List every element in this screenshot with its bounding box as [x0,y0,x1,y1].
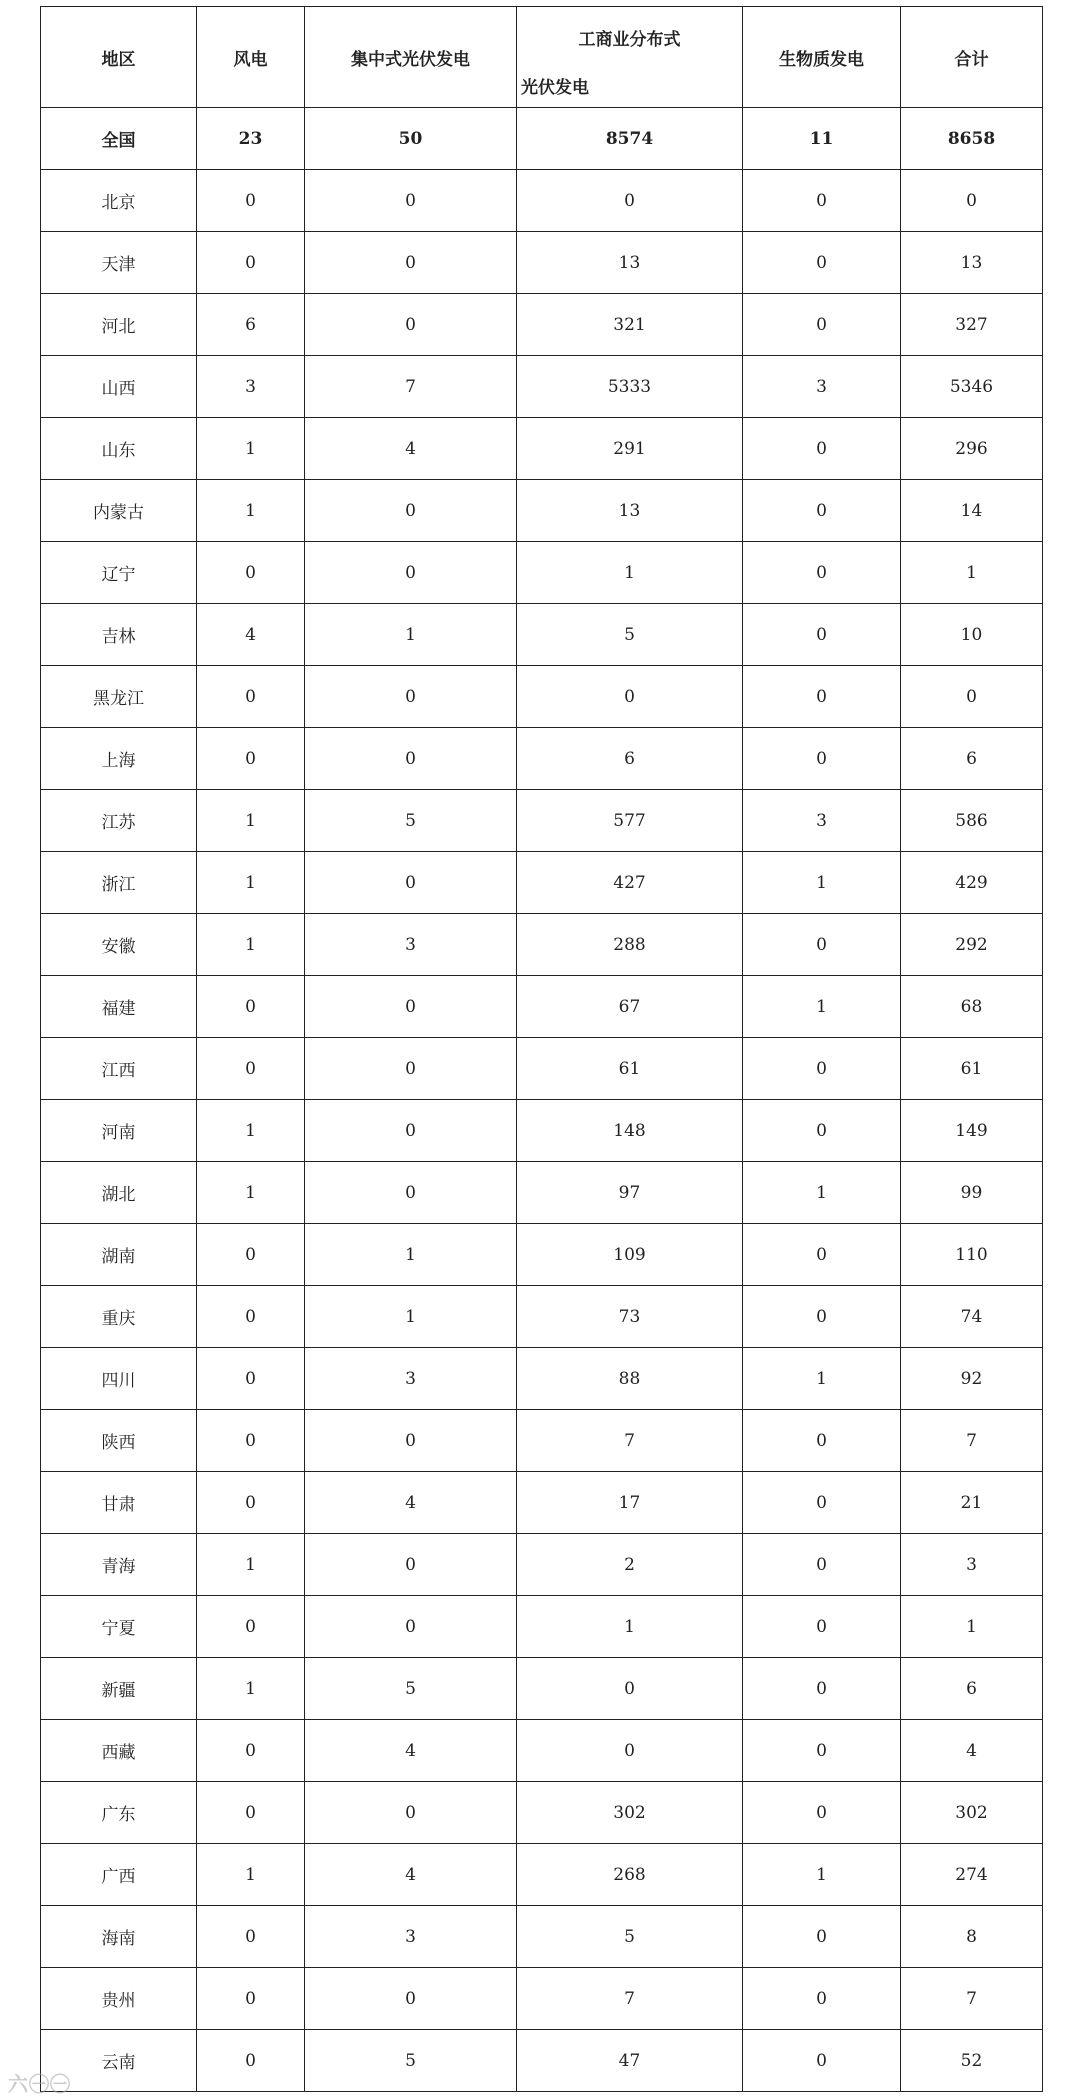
cell-dist-pv: 427 [517,852,743,914]
cell-dist-pv: 73 [517,1286,743,1348]
cell-total: 4 [901,1720,1043,1782]
cell-dist-pv: 291 [517,418,743,480]
cell-wind: 1 [197,418,305,480]
table-row-national [41,108,1043,170]
cell-wind: 1 [197,480,305,542]
cell-biomass: 11 [743,108,901,170]
cell-biomass: 0 [743,666,901,728]
cell-biomass: 0 [743,170,901,232]
table-row [41,480,1043,542]
table-row [41,2030,1043,2092]
cell-wind: 0 [197,1286,305,1348]
table-body [41,108,1043,2092]
table-row [41,1286,1043,1348]
cell-biomass: 0 [743,1782,901,1844]
table-row [41,852,1043,914]
cell-central-pv: 3 [305,914,517,976]
cell-total: 74 [901,1286,1043,1348]
cell-wind: 1 [197,790,305,852]
table-row [41,542,1043,604]
cell-region: 四川 [41,1348,197,1410]
cell-total: 3 [901,1534,1043,1596]
cell-total: 68 [901,976,1043,1038]
cell-wind: 1 [197,852,305,914]
cell-region: 江西 [41,1038,197,1100]
cell-wind: 1 [197,1658,305,1720]
cell-wind: 0 [197,1348,305,1410]
cell-total: 0 [901,170,1043,232]
cell-dist-pv: 577 [517,790,743,852]
table-row [41,1596,1043,1658]
cell-wind: 3 [197,356,305,418]
cell-central-pv: 0 [305,1162,517,1224]
cell-central-pv: 0 [305,666,517,728]
cell-biomass: 0 [743,1286,901,1348]
cell-wind: 0 [197,170,305,232]
cell-central-pv: 1 [305,604,517,666]
cell-region: 湖南 [41,1224,197,1286]
cell-wind: 0 [197,1410,305,1472]
cell-wind: 4 [197,604,305,666]
table-row [41,232,1043,294]
cell-wind: 0 [197,232,305,294]
cell-region: 陕西 [41,1410,197,1472]
table-row [41,1844,1043,1906]
cell-region: 河北 [41,294,197,356]
header-distributed-pv-line1: 工商业分布式 [578,30,681,50]
table-row [41,1906,1043,1968]
cell-total: 6 [901,1658,1043,1720]
cell-total: 61 [901,1038,1043,1100]
cell-region: 内蒙古 [41,480,197,542]
cell-wind: 6 [197,294,305,356]
cell-region: 福建 [41,976,197,1038]
cell-total: 13 [901,232,1043,294]
cell-region: 广西 [41,1844,197,1906]
cell-total: 99 [901,1162,1043,1224]
cell-dist-pv: 7 [517,1410,743,1472]
cell-dist-pv: 97 [517,1162,743,1224]
cell-biomass: 0 [743,604,901,666]
cell-dist-pv: 8574 [517,108,743,170]
header-central-pv: 集中式光伏发电 [305,7,517,108]
cell-central-pv: 7 [305,356,517,418]
cell-region: 浙江 [41,852,197,914]
table-row [41,1038,1043,1100]
cell-wind: 0 [197,666,305,728]
cell-central-pv: 0 [305,542,517,604]
cell-wind: 23 [197,108,305,170]
watermark-logo [8,2068,71,2097]
cell-region: 宁夏 [41,1596,197,1658]
cell-total: 274 [901,1844,1043,1906]
cell-wind: 0 [197,1782,305,1844]
table-row [41,1410,1043,1472]
cell-total: 327 [901,294,1043,356]
header-row [41,7,1043,108]
cell-central-pv: 5 [305,790,517,852]
cell-biomass: 0 [743,1410,901,1472]
cell-central-pv: 0 [305,1100,517,1162]
cell-central-pv: 3 [305,1348,517,1410]
cell-biomass: 0 [743,1038,901,1100]
cell-biomass: 0 [743,1534,901,1596]
cell-total: 52 [901,2030,1043,2092]
table-row [41,790,1043,852]
cell-dist-pv: 109 [517,1224,743,1286]
table-row [41,170,1043,232]
cell-wind: 0 [197,728,305,790]
cell-biomass: 0 [743,1100,901,1162]
cell-total: 8658 [901,108,1043,170]
cell-dist-pv: 88 [517,1348,743,1410]
table-row [41,1100,1043,1162]
cell-biomass: 0 [743,542,901,604]
cell-dist-pv: 17 [517,1472,743,1534]
cell-region: 新疆 [41,1658,197,1720]
cell-wind: 1 [197,1844,305,1906]
cell-dist-pv: 5 [517,1906,743,1968]
cell-region: 山东 [41,418,197,480]
cell-total: 429 [901,852,1043,914]
cell-central-pv: 3 [305,1906,517,1968]
cell-dist-pv: 0 [517,1720,743,1782]
cell-total: 1 [901,1596,1043,1658]
cell-central-pv: 0 [305,170,517,232]
cell-region: 西藏 [41,1720,197,1782]
cell-biomass: 3 [743,790,901,852]
table-row [41,1658,1043,1720]
cell-biomass: 0 [743,1720,901,1782]
cell-wind: 0 [197,1906,305,1968]
cell-biomass: 1 [743,976,901,1038]
cell-central-pv: 5 [305,2030,517,2092]
cell-wind: 1 [197,1162,305,1224]
cell-biomass: 0 [743,418,901,480]
watermark-text: 六㊀㊀ [8,2072,71,2096]
table-row [41,1472,1043,1534]
cell-dist-pv: 6 [517,728,743,790]
cell-central-pv: 5 [305,1658,517,1720]
cell-dist-pv: 268 [517,1844,743,1906]
cell-dist-pv: 61 [517,1038,743,1100]
table-row [41,976,1043,1038]
cell-dist-pv: 1 [517,542,743,604]
cell-biomass: 0 [743,1968,901,2030]
cell-dist-pv: 47 [517,2030,743,2092]
cell-biomass: 0 [743,1658,901,1720]
cell-biomass: 0 [743,232,901,294]
cell-biomass: 3 [743,356,901,418]
cell-wind: 0 [197,542,305,604]
cell-region: 全国 [41,108,197,170]
cell-central-pv: 0 [305,1410,517,1472]
cell-central-pv: 50 [305,108,517,170]
cell-biomass: 0 [743,1596,901,1658]
cell-region: 吉林 [41,604,197,666]
cell-total: 0 [901,666,1043,728]
cell-central-pv: 0 [305,232,517,294]
table-row [41,1348,1043,1410]
cell-region: 贵州 [41,1968,197,2030]
cell-central-pv: 0 [305,1596,517,1658]
cell-region: 重庆 [41,1286,197,1348]
cell-total: 7 [901,1410,1043,1472]
cell-total: 586 [901,790,1043,852]
cell-total: 8 [901,1906,1043,1968]
cell-region: 河南 [41,1100,197,1162]
table-row [41,1782,1043,1844]
cell-central-pv: 1 [305,1286,517,1348]
cell-central-pv: 4 [305,1720,517,1782]
cell-central-pv: 0 [305,480,517,542]
cell-region: 北京 [41,170,197,232]
cell-central-pv: 1 [305,1224,517,1286]
cell-region: 广东 [41,1782,197,1844]
cell-total: 21 [901,1472,1043,1534]
cell-region: 安徽 [41,914,197,976]
cell-region: 江苏 [41,790,197,852]
cell-total: 296 [901,418,1043,480]
cell-biomass: 0 [743,728,901,790]
cell-wind: 0 [197,1720,305,1782]
cell-wind: 1 [197,1100,305,1162]
cell-dist-pv: 13 [517,232,743,294]
cell-biomass: 0 [743,294,901,356]
table-row [41,914,1043,976]
cell-central-pv: 0 [305,852,517,914]
cell-biomass: 1 [743,852,901,914]
table-row [41,666,1043,728]
cell-wind: 0 [197,976,305,1038]
cell-dist-pv: 13 [517,480,743,542]
cell-central-pv: 0 [305,976,517,1038]
cell-dist-pv: 67 [517,976,743,1038]
cell-central-pv: 0 [305,1968,517,2030]
cell-dist-pv: 0 [517,170,743,232]
cell-region: 上海 [41,728,197,790]
cell-dist-pv: 5 [517,604,743,666]
table-row [41,728,1043,790]
cell-dist-pv: 0 [517,1658,743,1720]
cell-biomass: 0 [743,2030,901,2092]
cell-total: 292 [901,914,1043,976]
cell-central-pv: 0 [305,1038,517,1100]
cell-region: 云南 [41,2030,197,2092]
header-biomass: 生物质发电 [743,7,901,108]
cell-total: 5346 [901,356,1043,418]
cell-wind: 1 [197,914,305,976]
cell-region: 青海 [41,1534,197,1596]
table-row [41,294,1043,356]
cell-wind: 0 [197,1596,305,1658]
cell-region: 辽宁 [41,542,197,604]
table-row [41,1968,1043,2030]
cell-central-pv: 0 [305,294,517,356]
cell-wind: 1 [197,1534,305,1596]
cell-region: 黑龙江 [41,666,197,728]
cell-biomass: 1 [743,1348,901,1410]
cell-total: 7 [901,1968,1043,2030]
cell-wind: 0 [197,2030,305,2092]
cell-biomass: 0 [743,914,901,976]
cell-region: 天津 [41,232,197,294]
cell-biomass: 1 [743,1162,901,1224]
cell-total: 92 [901,1348,1043,1410]
cell-total: 1 [901,542,1043,604]
cell-region: 甘肃 [41,1472,197,1534]
cell-biomass: 0 [743,1906,901,1968]
cell-dist-pv: 288 [517,914,743,976]
cell-total: 14 [901,480,1043,542]
cell-wind: 0 [197,1038,305,1100]
cell-wind: 0 [197,1472,305,1534]
cell-central-pv: 0 [305,1534,517,1596]
cell-biomass: 0 [743,1472,901,1534]
table-row [41,1224,1043,1286]
table-row [41,1534,1043,1596]
header-region: 地区 [41,7,197,108]
cell-dist-pv: 2 [517,1534,743,1596]
header-total: 合计 [901,7,1043,108]
table-row [41,1720,1043,1782]
cell-dist-pv: 148 [517,1100,743,1162]
cell-central-pv: 0 [305,728,517,790]
table-row [41,356,1043,418]
cell-central-pv: 0 [305,1782,517,1844]
cell-biomass: 1 [743,1844,901,1906]
table-row [41,1162,1043,1224]
data-table [40,6,1043,2092]
cell-total: 6 [901,728,1043,790]
cell-central-pv: 4 [305,1472,517,1534]
cell-dist-pv: 5333 [517,356,743,418]
cell-total: 149 [901,1100,1043,1162]
cell-dist-pv: 0 [517,666,743,728]
cell-total: 110 [901,1224,1043,1286]
cell-total: 302 [901,1782,1043,1844]
header-distributed-pv [517,7,743,108]
cell-dist-pv: 1 [517,1596,743,1658]
cell-biomass: 0 [743,480,901,542]
cell-biomass: 0 [743,1224,901,1286]
cell-wind: 0 [197,1224,305,1286]
cell-dist-pv: 321 [517,294,743,356]
table-row [41,418,1043,480]
cell-central-pv: 4 [305,1844,517,1906]
cell-region: 海南 [41,1906,197,1968]
cell-total: 10 [901,604,1043,666]
header-wind: 风电 [197,7,305,108]
cell-region: 山西 [41,356,197,418]
table-row [41,604,1043,666]
cell-dist-pv: 7 [517,1968,743,2030]
header-distributed-pv-line2: 光伏发电 [521,78,589,98]
cell-region: 湖北 [41,1162,197,1224]
cell-wind: 0 [197,1968,305,2030]
cell-dist-pv: 302 [517,1782,743,1844]
cell-central-pv: 4 [305,418,517,480]
